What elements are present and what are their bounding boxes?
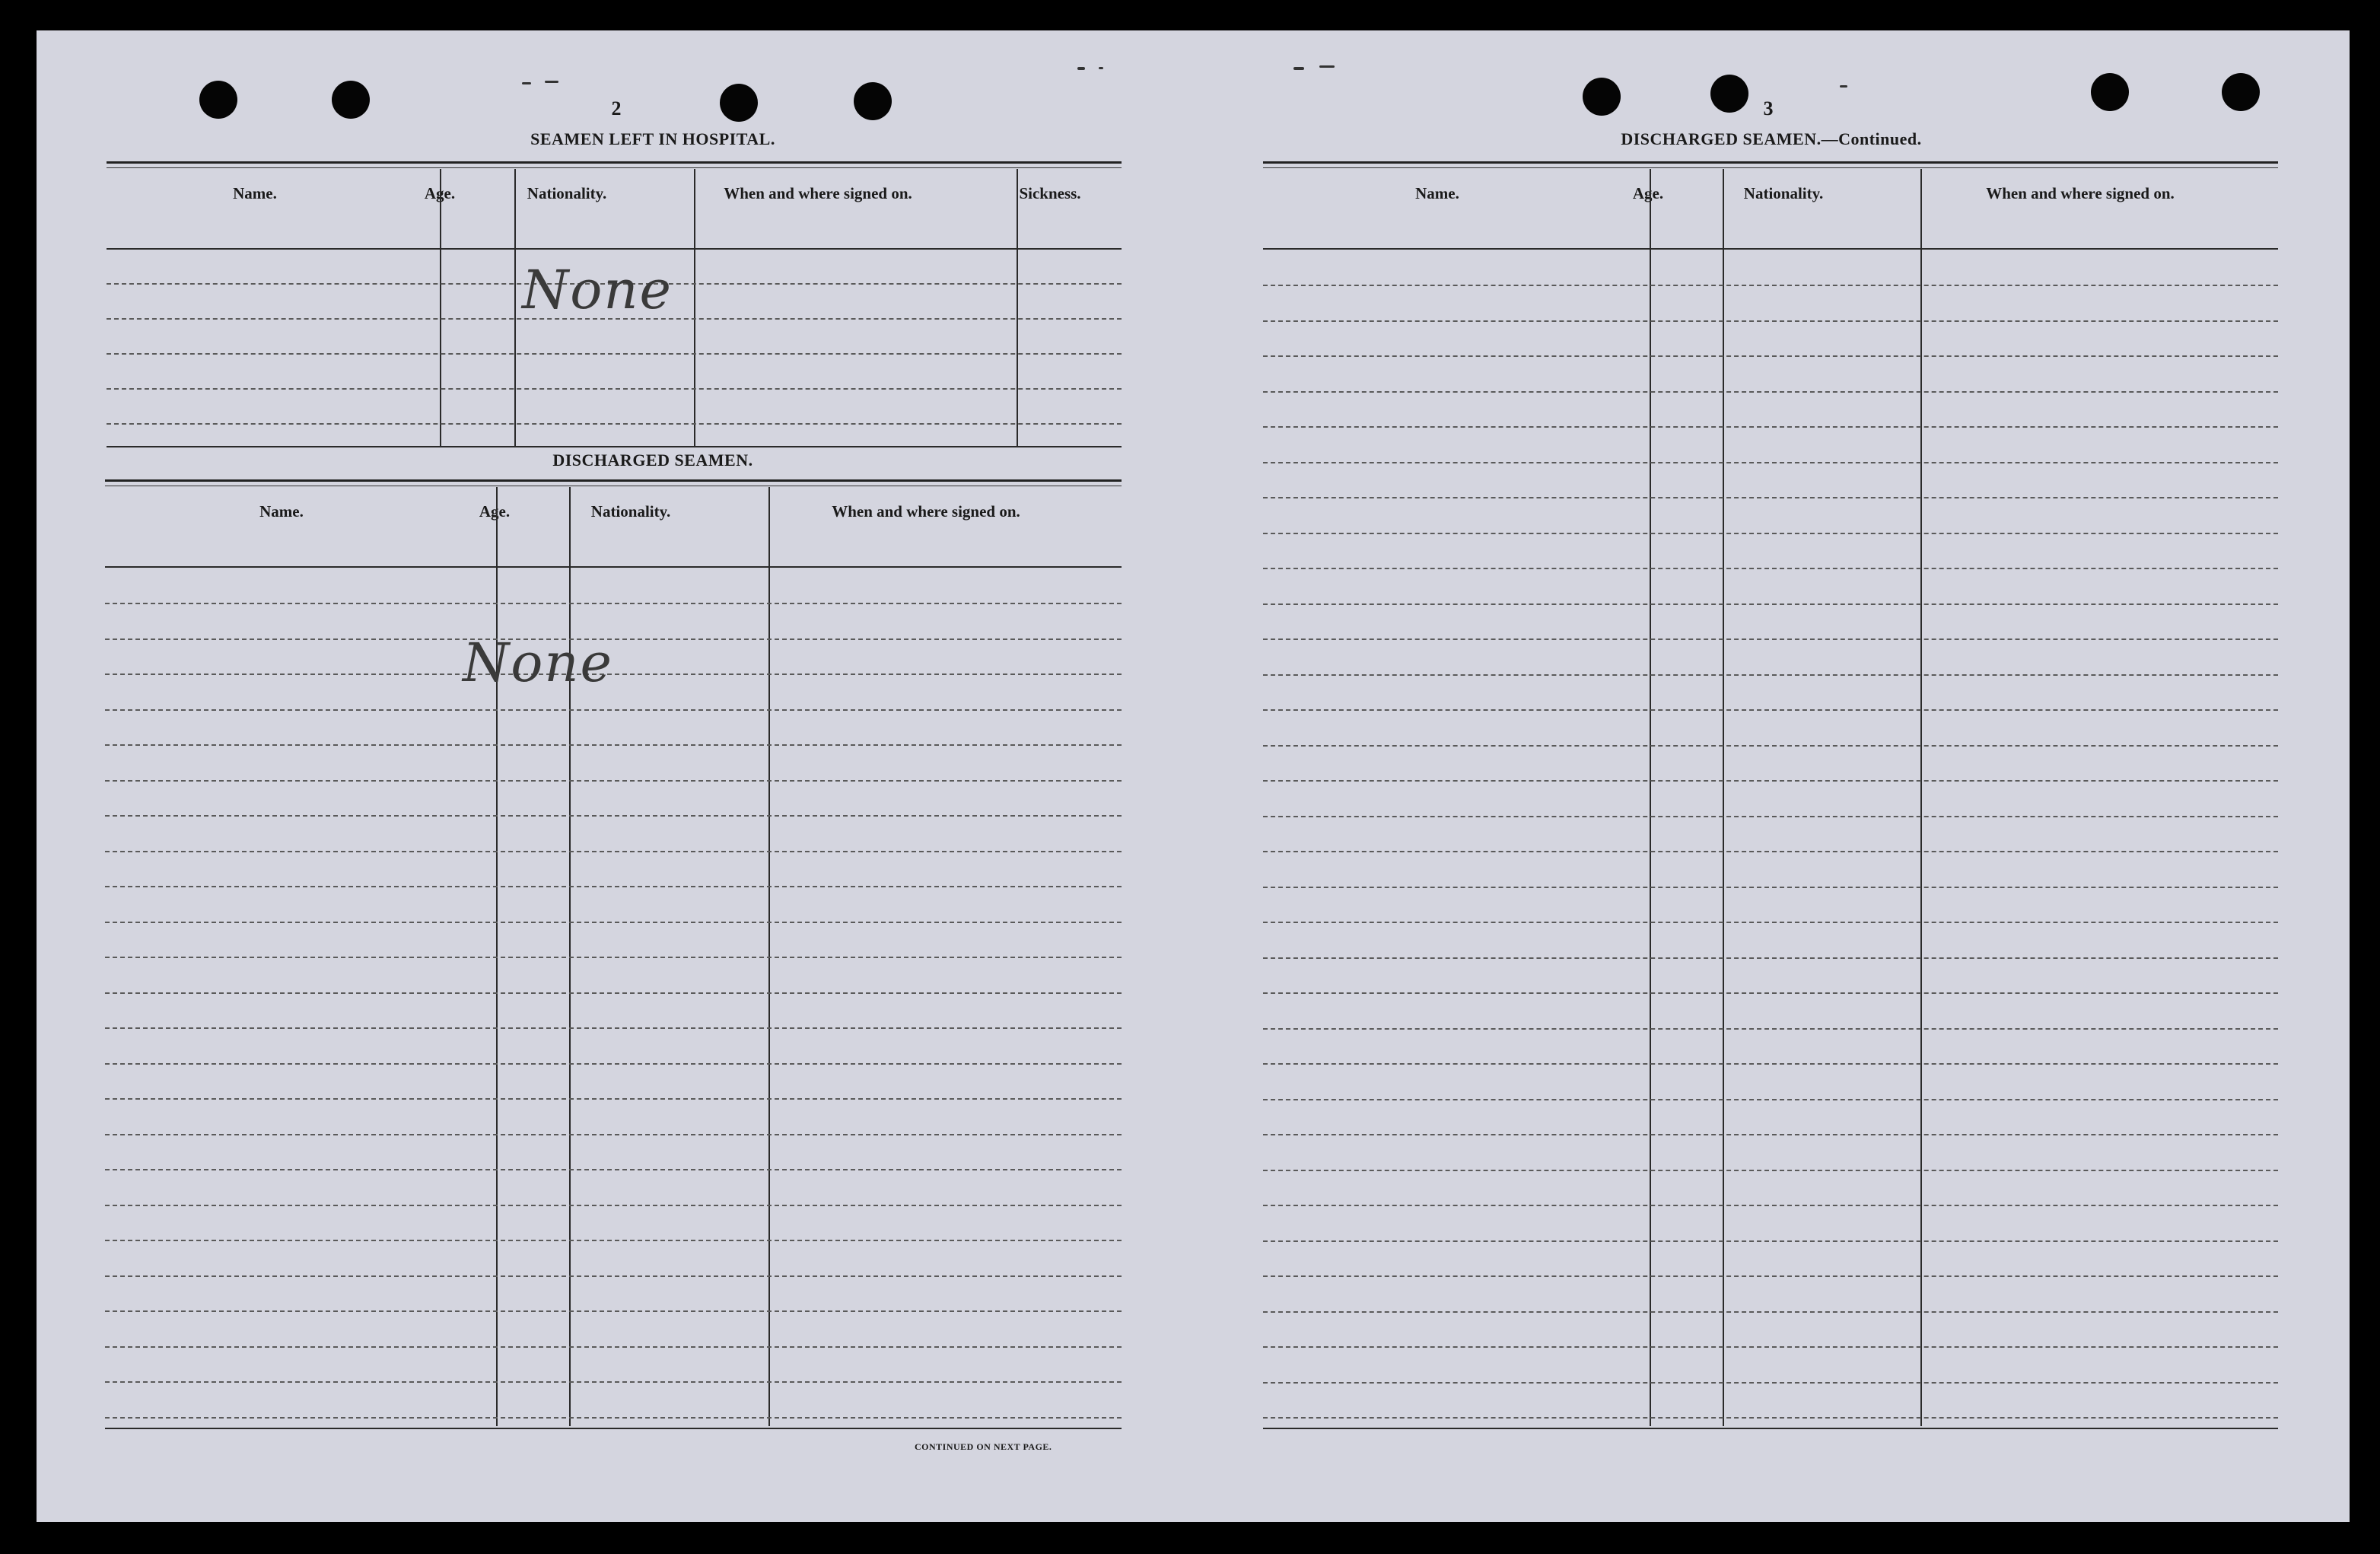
- form-row: [1263, 957, 2278, 959]
- scan-speck: [1293, 67, 1304, 70]
- form-row: [1263, 638, 2278, 640]
- form-row: [1263, 1275, 2278, 1277]
- form-row: [105, 1098, 1122, 1100]
- column-header-sickness: Sickness.: [1019, 184, 1081, 202]
- discharged-section-title: DISCHARGED SEAMEN.: [552, 451, 753, 470]
- form-row: [1263, 568, 2278, 569]
- form-row: [105, 1381, 1122, 1383]
- form-row: [1263, 1063, 2278, 1065]
- form-row: [1263, 745, 2278, 747]
- form-row: [1263, 603, 2278, 605]
- form-row: [1263, 992, 2278, 994]
- column-header-nationality: Nationality.: [590, 502, 671, 521]
- form-row: [1263, 816, 2278, 817]
- handwritten-none-discharged: None: [463, 632, 613, 694]
- form-row: [105, 603, 1122, 604]
- form-row: [1263, 320, 2278, 322]
- scan-speck: [1077, 67, 1085, 70]
- punch-hole-icon: [2091, 73, 2129, 111]
- punch-hole-icon: [199, 81, 237, 119]
- column-header-age: Age.: [479, 502, 511, 521]
- form-row: [1263, 391, 2278, 393]
- hospital-section-title: SEAMEN LEFT IN HOSPITAL.: [530, 129, 775, 148]
- column-header-nationality: Nationality.: [527, 184, 607, 202]
- scan-speck: [1099, 67, 1103, 69]
- handwritten-none-hospital: None: [522, 259, 673, 321]
- form-row: [105, 744, 1122, 746]
- form-row: [105, 1169, 1122, 1170]
- column-header-name: Name.: [233, 184, 277, 202]
- discharged-continued-title-main: DISCHARGED SEAMEN.: [1621, 129, 1822, 148]
- form-row: [1263, 1134, 2278, 1135]
- form-row: [1263, 1170, 2278, 1171]
- punch-hole-icon: [854, 82, 892, 120]
- column-header-signed-on: When and where signed on.: [832, 502, 1020, 521]
- scan-speck: [522, 82, 531, 84]
- form-row: [105, 1240, 1122, 1241]
- form-row: [1263, 462, 2278, 463]
- column-header-signed-on: When and where signed on.: [724, 184, 912, 202]
- form-row: [1263, 533, 2278, 534]
- form-row: [1263, 1346, 2278, 1348]
- continued-on-next-page: CONTINUED ON NEXT PAGE.: [915, 1441, 1052, 1452]
- column-header-name: Name.: [259, 502, 304, 521]
- form-row: [105, 1134, 1122, 1135]
- form-row: [1263, 1099, 2278, 1100]
- form-row: [1263, 674, 2278, 676]
- form-row: [105, 1275, 1122, 1277]
- scan-speck: [1319, 65, 1335, 68]
- form-row: [1263, 780, 2278, 782]
- form-row: [105, 851, 1122, 852]
- discharged-continued-title-sub: —Continued.: [1821, 129, 1922, 148]
- form-row: [1263, 1311, 2278, 1313]
- form-row: [105, 1027, 1122, 1029]
- form-row: [105, 709, 1122, 711]
- form-row: [105, 1205, 1122, 1206]
- form-row: [1263, 1028, 2278, 1030]
- form-row: [1263, 285, 2278, 286]
- form-row: [105, 992, 1122, 994]
- form-row: [105, 1310, 1122, 1312]
- column-header-name: Name.: [1415, 184, 1459, 202]
- form-row: [107, 423, 1122, 425]
- discharged-table-left: [105, 479, 1122, 1469]
- scan-speck: [1840, 85, 1847, 88]
- form-row: [1263, 709, 2278, 711]
- column-header-nationality: Nationality.: [1743, 184, 1824, 202]
- form-row: [1263, 1417, 2278, 1419]
- hospital-table: [107, 161, 1122, 473]
- column-header-signed-on: When and where signed on.: [1986, 184, 2175, 202]
- form-row: [105, 674, 1122, 675]
- form-row: [107, 353, 1122, 355]
- form-row: [105, 922, 1122, 923]
- form-row: [1263, 851, 2278, 852]
- form-row: [1263, 355, 2278, 357]
- punch-hole-icon: [1583, 78, 1621, 116]
- page-number-right: 3: [1763, 97, 1774, 119]
- punch-hole-icon: [720, 84, 758, 122]
- form-row: [105, 638, 1122, 640]
- form-row: [1263, 922, 2278, 923]
- punch-hole-icon: [332, 81, 370, 119]
- form-row: [105, 886, 1122, 887]
- form-row: [1263, 1205, 2278, 1206]
- manifest-sheet: [37, 30, 2350, 1522]
- form-row: [105, 1417, 1122, 1419]
- form-row: [105, 957, 1122, 958]
- punch-hole-icon: [2222, 73, 2260, 111]
- discharged-table-right: [1263, 161, 2278, 1470]
- form-row: [1263, 1240, 2278, 1242]
- form-row: [1263, 887, 2278, 888]
- form-row: [1263, 497, 2278, 498]
- form-row: [1263, 426, 2278, 428]
- form-row: [105, 1346, 1122, 1348]
- form-row: [105, 1063, 1122, 1065]
- form-row: [105, 815, 1122, 817]
- column-header-age: Age.: [424, 184, 456, 202]
- form-row: [107, 388, 1122, 390]
- form-row: [105, 780, 1122, 782]
- scan-speck: [545, 81, 558, 83]
- form-row: [1263, 1382, 2278, 1384]
- discharged-continued-title: [1558, 129, 1984, 149]
- column-header-age: Age.: [1632, 184, 1664, 202]
- page-number-left: 2: [611, 97, 622, 119]
